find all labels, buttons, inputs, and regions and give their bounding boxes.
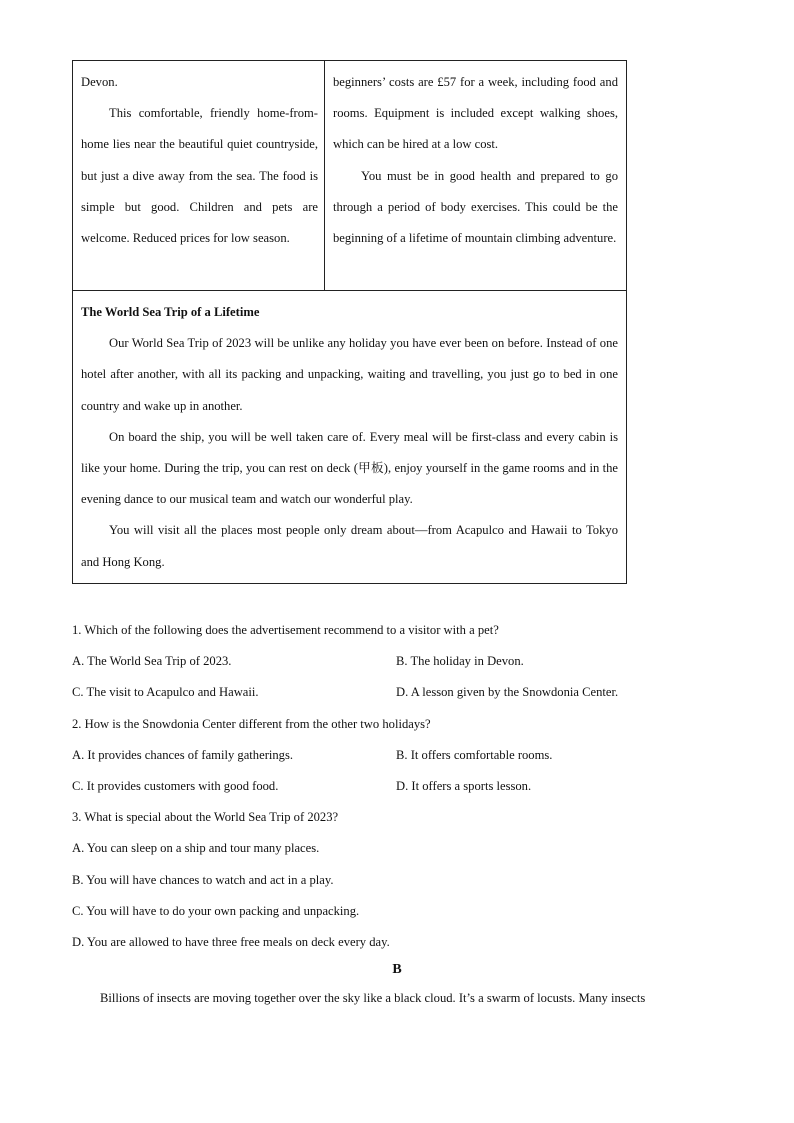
question-stem: 2. How is the Snowdonia Center different from the other two holidays? [72,716,431,731]
sea-trip-cell [73,290,626,583]
sea-trip-paragraph-2: On board the ship, you will be well taken care of. Every meal will be first-class and every cabin is like your home. During the trip, you can rest on deck (甲板), enjoy yourself in the game rooms and in the evening dance to our musical team and watch our wonderful play. [81,429,618,507]
question-2 [72,709,722,803]
question-1 [72,615,722,709]
devon-heading: Devon. [81,75,118,89]
option-b: B. The holiday in Devon. [396,654,524,669]
option-c: C. The visit to Acapulco and Hawaii. [72,685,259,700]
question-3 [72,802,722,958]
question-stem: 3. What is special about the World Sea Trip of 2023? [72,810,339,825]
option-a: A. You can sleep on a ship and tour many places. [72,841,320,856]
option-a: A. The World Sea Trip of 2023. [72,654,232,669]
section-b-passage: Billions of insects are moving together over the sky like a black cloud. It’s a swarm of locusts. Many insects [100,991,646,1005]
option-d: D. A lesson given by the Snowdonia Center. [396,685,619,700]
option-row [72,646,722,677]
sea-trip-paragraph-1: Our World Sea Trip of 2023 will be unlike any holiday you have ever been on before. Instead of one hotel after another, with all its packing and unpacking, waiting and travelling, you just go to bed in one country and wake up in another. [81,336,618,413]
devon-description: This comfortable, friendly home-from-home lies near the beautiful quiet countryside, but just a dive away from the sea. The food is simple but good. Children and pets are welcome. Reduced prices for low season. [81,106,318,246]
snowdonia-cell [325,61,626,290]
option-b: B. It offers comfortable rooms. [396,747,553,762]
advertisement-table [72,60,627,584]
questions-list [72,615,722,958]
section-b-heading: B [392,962,402,977]
sea-trip-paragraph-3: You will visit all the places most people only dream about—from Acapulco and Hawaii to Tokyo and Hong Kong. [81,523,618,569]
option-a: A. It provides chances of family gatherings. [72,747,294,762]
option-c: C. You will have to do your own packing and unpacking. [72,903,360,918]
option-b: B. You will have chances to watch and act in a play. [72,872,334,887]
option-row [72,740,722,771]
snowdonia-requirements: You must be in good health and prepared to go through a period of body exercises. This could be the beginning of a lifetime of mountain climbing adventure. [333,168,618,246]
devon-cell [73,61,325,290]
option-row [72,771,722,802]
snowdonia-costs: beginners’ costs are £57 for a week, including food and rooms. Equipment is included except walking shoes, which can be hired at a low cost. [333,75,618,152]
sea-trip-title: The World Sea Trip of a Lifetime [81,305,260,319]
option-d: D. It offers a sports lesson. [396,778,532,793]
option-row [72,677,722,708]
option-c: C. It provides customers with good food. [72,778,279,793]
question-stem: 1. Which of the following does the advertisement recommend to a visitor with a pet? [72,623,499,637]
option-d: D. You are allowed to have three free meals on deck every day. [72,934,390,949]
